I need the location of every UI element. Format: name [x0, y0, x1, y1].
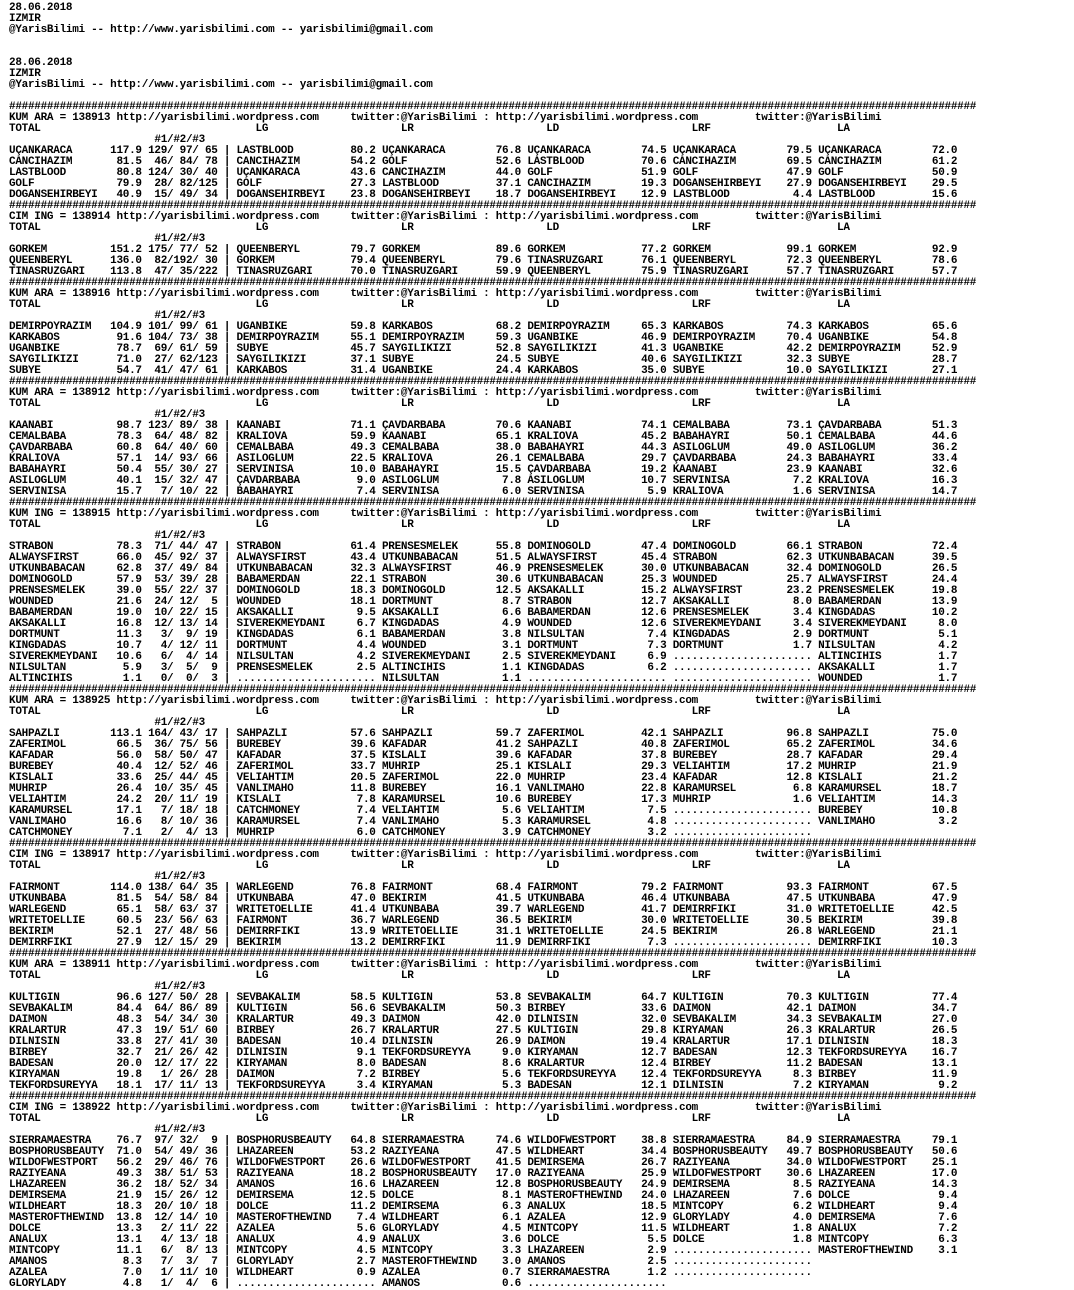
table-row: LASTBLOOD 80.8 124/ 30/ 40 | UÇANKARACA 43.6 CANCIHAZIM 44.0 GOLF 51.9 GOLF 47.9 GOLF 50.9	[9, 167, 958, 179]
column-subheader: #1/#2/#3	[9, 871, 205, 883]
table-row: AZALEA 7.0 1/ 11/ 10 | WILDHEART 0.9 AZALEA 0.7 SIERRAMAESTRA 1.2 ......................	[9, 1267, 812, 1279]
table-row: KAANABI 98.7 123/ 89/ 38 | KAANABI 71.1 ÇAVDARBABA 70.6 KAANABI 74.1 CEMALBABA 73.1 ÇAVDARBABA 51.3	[9, 420, 958, 432]
table-row: UÇANKARACA 117.9 129/ 97/ 65 | LASTBLOOD 80.2 UÇANKARACA 76.8 UÇANKARACA 74.5 UÇANKARACA 79.5 UÇANKARACA 72.0	[9, 145, 958, 157]
separator-line: #########################################################################################################################################################	[9, 200, 977, 212]
header-line: IZMIR	[9, 68, 41, 80]
table-row: SUBYE 54.7 41/ 47/ 61 | KARKABOS 31.4 UGANBIKE 24.4 KARKABOS 35.0 SUBYE 10.0 SAYGILIKIZI 27.1	[9, 365, 958, 377]
table-row: STRABON 78.3 71/ 44/ 47 | STRABON 61.4 PRENSESMELEK 55.8 DOMINOGOLD 47.4 DOMINOGOLD 66.1 STRABON 72.4	[9, 541, 958, 553]
table-row: VELIAHTIM 24.2 20/ 11/ 19 | KISLALI 7.8 KARAMURSEL 10.6 BUREBEY 17.3 MUHRIP 1.6 VELIAHTIM 14.3	[9, 794, 958, 806]
race-title: CIM ING = 138922 http://yarisbilimi.wordpress.com twitter:@YarisBilimi : http://yarisbilimi.wordpress.com twitter:@YarisBilimi	[9, 1102, 882, 1114]
table-row: UTKUNBABA 81.5 54/ 58/ 84 | UTKUNBABA 47.0 BEKIRIM 41.5 UTKUNBABA 46.4 UTKUNBABA 47.5 UTKUNBABA 47.9	[9, 893, 958, 905]
column-header: TOTAL LG LR LD LRF LA	[9, 222, 850, 234]
table-row: KINGDADAS 10.7 4/ 12/ 11 | DORTMUNT 4.4 WOUNDED 3.1 DORTMUNT 7.3 DORTMUNT 1.7 NILSULTAN 4.2	[9, 640, 958, 652]
table-row: KRALIOVA 57.1 14/ 93/ 66 | ASILOGLUM 22.5 KRALIOVA 26.1 CEMALBABA 29.7 ÇAVDARBABA 24.3 BABAHAYRI 33.4	[9, 453, 958, 465]
table-row: DEMIRPOYRAZIM 104.9 101/ 99/ 61 | UGANBIKE 59.8 KARKABOS 68.2 DEMIRPOYRAZIM 65.3 KARKABOS 74.3 KARKABOS 65.6	[9, 321, 958, 333]
separator-line: #########################################################################################################################################################	[9, 684, 977, 696]
table-row: BUREBEY 40.4 12/ 52/ 46 | ZAFERIMOL 33.7 MUHRIP 25.1 KISLALI 29.3 VELIAHTIM 17.2 MUHRIP 21.9	[9, 761, 958, 773]
separator-line: #########################################################################################################################################################	[9, 1091, 977, 1103]
column-header: TOTAL LG LR LD LRF LA	[9, 706, 850, 718]
separator-line: #########################################################################################################################################################	[9, 838, 977, 850]
blank-line	[9, 36, 1074, 47]
table-row: KRALARTUR 47.3 19/ 51/ 60 | BIRBEY 26.7 KRALARTUR 27.5 KULTIGIN 29.8 KIRYAMAN 26.3 KRALARTUR 26.5	[9, 1025, 958, 1037]
table-row: ASILOGLUM 40.1 15/ 32/ 47 | ÇAVDARBABA 9.0 ASILOGLUM 7.8 ASILOGLUM 10.7 SERVINISA 7.2 KRALIOVA 16.3	[9, 475, 958, 487]
column-subheader: #1/#2/#3	[9, 233, 205, 245]
table-row: KARKABOS 91.6 104/ 73/ 38 | DEMIRPOYRAZIM 55.1 DEMIRPOYRAZIM 59.3 UGANBIKE 46.9 DEMIRPOYRAZIM 70.4 UGANBIKE 54.8	[9, 332, 958, 344]
table-row: BABAMERDAN 19.0 10/ 22/ 15 | AKSAKALLI 9.5 AKSAKALLI 6.6 BABAMERDAN 12.6 PRENSESMELEK 3.4 KINGDADAS 10.2	[9, 607, 958, 619]
table-row: KARAMURSEL 17.1 7/ 18/ 18 | CATCHMONEY 7.4 VELIAHTIM 5.6 VELIAHTIM 7.5 ...................... BUREBEY 10.8	[9, 805, 958, 817]
table-row: WILDHEART 18.3 20/ 10/ 18 | DOLCE 11.2 DEMIRSEMA 6.3 ANALUX 18.5 MINTCOPY 6.2 WILDHEART 9.4	[9, 1201, 958, 1213]
column-header: TOTAL LG LR LD LRF LA	[9, 970, 850, 982]
blank-line	[9, 47, 1074, 58]
table-row: SAYGILIKIZI 71.0 27/ 62/123 | SAYGILIKIZI 37.1 SUBYE 24.5 SUBYE 40.6 SAYGILIKIZI 32.3 SUBYE 28.7	[9, 354, 958, 366]
header-line: @YarisBilimi -- http://www.yarisbilimi.com -- yarisbilimi@gmail.com	[9, 24, 433, 36]
race-title: CIM ING = 138917 http://yarisbilimi.wordpress.com twitter:@YarisBilimi : http://yarisbilimi.wordpress.com twitter:@YarisBilimi	[9, 849, 882, 861]
table-row: BADESAN 20.0 12/ 17/ 22 | KIRYAMAN 8.0 BADESAN 8.6 KRALARTUR 12.4 BIRBEY 11.2 BADESAN 13.1	[9, 1058, 958, 1070]
table-row: ZAFERIMOL 66.5 36/ 75/ 56 | BUREBEY 39.6 KAFADAR 41.2 SAHPAZLI 40.8 ZAFERIMOL 65.2 ZAFERIMOL 34.6	[9, 739, 958, 751]
table-row: NILSULTAN 5.9 3/ 5/ 9 | PRENSESMELEK 2.5 ALTINCIHIS 1.1 KINGDADAS 6.2 ...................... AKSAKALLI 1.7	[9, 662, 958, 674]
table-row: TEKFORDSUREYYA 18.1 17/ 11/ 13 | TEKFORDSUREYYA 3.4 KIRYAMAN 5.3 BADESAN 12.1 DILNISIN 7.2 KIRYAMAN 9.2	[9, 1080, 958, 1092]
table-row: CATCHMONEY 7.1 2/ 4/ 13 | MUHRIP 6.0 CATCHMONEY 3.9 CATCHMONEY 3.2 ......................	[9, 827, 812, 839]
table-row: MINTCOPY 11.1 6/ 8/ 13 | MINTCOPY 4.5 MINTCOPY 3.3 LHAZAREEN 2.9 ...................... MASTEROFTHEWIND 3.1	[9, 1245, 958, 1257]
race-title: KUM ARA = 138911 http://yarisbilimi.wordpress.com twitter:@YarisBilimi : http://yarisbilimi.wordpress.com twitter:@YarisBilimi	[9, 959, 882, 971]
race-title: KUM ARA = 138912 http://yarisbilimi.wordpress.com twitter:@YarisBilimi : http://yarisbilimi.wordpress.com twitter:@YarisBilimi	[9, 387, 882, 399]
table-row: DORTMUNT 11.3 3/ 9/ 19 | KINGDADAS 6.1 BABAMERDAN 3.8 NILSULTAN 7.4 KINGDADAS 2.9 DORTMUNT 5.1	[9, 629, 958, 641]
column-header: TOTAL LG LR LD LRF LA	[9, 519, 850, 531]
separator-line: #########################################################################################################################################################	[9, 277, 977, 289]
table-row: VANLIMAHO 16.6 8/ 10/ 36 | KARAMURSEL 7.4 VANLIMAHO 5.3 KARAMURSEL 4.8 ...................... VANLIMAHO 3.2	[9, 816, 958, 828]
table-row: BEKIRIM 52.1 27/ 48/ 56 | DEMIRRFIKI 13.9 WRITETOELLIE 31.1 WRITETOELLIE 24.5 BEKIRIM 26.8 WARLEGEND 21.1	[9, 926, 958, 938]
table-row: ÇAVDARBABA 60.8 64/ 40/ 60 | CEMALBABA 49.3 CEMALBABA 38.0 BABAHAYRI 44.3 ASILOGLUM 49.0 ASILOGLUM 36.2	[9, 442, 958, 454]
column-header: TOTAL LG LR LD LRF LA	[9, 299, 850, 311]
table-row: BABAHAYRI 50.4 55/ 30/ 27 | SERVINISA 10.0 BABAHAYRI 15.5 ÇAVDARBABA 19.2 KAANABI 23.9 KAANABI 32.6	[9, 464, 958, 476]
column-header: TOTAL LG LR LD LRF LA	[9, 398, 850, 410]
table-row: DEMIRRFIKI 27.9 12/ 15/ 29 | BEKIRIM 13.2 DEMIRRFIKI 11.9 DEMIRRFIKI 7.3 ...................... DEMIRRFIKI 10.3	[9, 937, 958, 949]
table-row: AKSAKALLI 16.8 12/ 13/ 14 | SIVEREKMEYDANI 6.7 KINGDADAS 4.9 WOUNDED 12.6 SIVEREKMEYDANI 3.4 SIVEREKMEYDANI 8.0	[9, 618, 958, 630]
table-row: GLORYLADY 4.8 1/ 4/ 6 | ...................... AMANOS 0.6 ......................	[9, 1278, 667, 1290]
column-header: TOTAL LG LR LD LRF LA	[9, 860, 850, 872]
column-subheader: #1/#2/#3	[9, 981, 205, 993]
table-row: KAFADAR 56.0 58/ 50/ 47 | KAFADAR 37.5 KISLALI 39.6 KAFADAR 37.8 BUREBEY 28.7 KAFADAR 29.4	[9, 750, 958, 762]
table-row: GOLF 79.9 28/ 82/125 | GOLF 27.3 LASTBLOOD 37.1 CANCIHAZIM 19.3 DOGANSEHIRBEYI 27.9 DOGANSEHIRBEYI 29.5	[9, 178, 958, 190]
header-line: 28.06.2018	[9, 2, 73, 14]
column-subheader: #1/#2/#3	[9, 530, 205, 542]
table-row: MASTEROFTHEWIND 13.8 12/ 14/ 10 | MASTEROFTHEWIND 7.4 WILDHEART 6.1 AZALEA 12.9 GLORYLADY 4.0 DEMIRSEMA 7.6	[9, 1212, 958, 1224]
table-row: DOMINOGOLD 57.9 53/ 39/ 28 | BABAMERDAN 22.1 STRABON 30.6 UTKUNBABACAN 25.3 WOUNDED 25.7 ALWAYSFIRST 24.4	[9, 574, 958, 586]
header-line: @YarisBilimi -- http://www.yarisbilimi.com -- yarisbilimi@gmail.com	[9, 79, 433, 91]
table-row: WRITETOELLIE 60.5 23/ 56/ 63 | FAIRMONT 36.7 WARLEGEND 36.5 BEKIRIM 30.0 WRITETOELLIE 30.5 BEKIRIM 39.8	[9, 915, 958, 927]
table-row: UGANBIKE 78.7 69/ 61/ 59 | SUBYE 45.7 SAYGILIKIZI 52.8 SAYGILIKIZI 41.3 UGANBIKE 42.2 DEMIRPOYRAZIM 52.9	[9, 343, 958, 355]
table-row: ALWAYSFIRST 66.0 45/ 92/ 37 | ALWAYSFIRST 43.4 UTKUNBABACAN 51.5 ALWAYSFIRST 45.4 STRABON 62.3 UTKUNBABACAN 39.5	[9, 552, 958, 564]
column-subheader: #1/#2/#3	[9, 409, 205, 421]
table-row: DAIMON 48.3 54/ 34/ 30 | KRALARTUR 49.3 DAIMON 42.0 DILNISIN 32.0 SEVBAKALIM 34.3 SEVBAKALIM 27.0	[9, 1014, 958, 1026]
table-row: DILNISIN 33.8 27/ 41/ 30 | BADESAN 10.4 DILNISIN 26.9 DAIMON 19.4 KRALARTUR 17.1 DILNISIN 18.3	[9, 1036, 958, 1048]
column-subheader: #1/#2/#3	[9, 134, 205, 146]
table-row: DOLCE 13.3 2/ 11/ 22 | AZALEA 5.6 GLORYLADY 4.5 MINTCOPY 11.5 WILDHEART 1.8 ANALUX 7.2	[9, 1223, 958, 1235]
column-header: TOTAL LG LR LD LRF LA	[9, 123, 850, 135]
table-row: UTKUNBABACAN 62.8 37/ 49/ 84 | UTKUNBABACAN 32.3 ALWAYSFIRST 46.9 PRENSESMELEK 30.0 UTKUNBABACAN 32.4 DOMINOGOLD 26.5	[9, 563, 958, 575]
table-row: AMANOS 8.3 7/ 3/ 7 | GLORYLADY 2.7 MASTEROFTHEWIND 3.0 AMANOS 2.5 ......................	[9, 1256, 812, 1268]
header-line: 28.06.2018	[9, 57, 73, 69]
table-row: QUEENBERYL 136.0 82/192/ 30 | GORKEM 79.4 QUEENBERYL 79.6 TINASRUZGARI 76.1 QUEENBERYL 72.3 QUEENBERYL 78.6	[9, 255, 958, 267]
table-row: WARLEGEND 65.1 58/ 63/ 37 | WRITETOELLIE 41.4 UTKUNBABA 39.7 WARLEGEND 41.7 DEMIRRFIKI 31.0 WRITETOELLIE 42.5	[9, 904, 958, 916]
table-row: MUHRIP 26.4 10/ 35/ 45 | VANLIMAHO 11.8 BUREBEY 16.1 VANLIMAHO 22.8 KARAMURSEL 6.8 KARAMURSEL 18.7	[9, 783, 958, 795]
separator-line: #########################################################################################################################################################	[9, 497, 977, 509]
table-row: BOSPHORUSBEAUTY 71.0 54/ 49/ 36 | LHAZAREEN 53.2 RAZIYEANA 47.5 WILDHEART 34.4 BOSPHORUSBEAUTY 49.7 BOSPHORUSBEAUTY 50.6	[9, 1146, 958, 1158]
table-row: CANCIHAZIM 81.5 46/ 84/ 78 | CANCIHAZIM 54.2 GOLF 52.6 LASTBLOOD 70.6 CANCIHAZIM 69.5 CANCIHAZIM 61.2	[9, 156, 958, 168]
separator-line: #########################################################################################################################################################	[9, 948, 977, 960]
table-row: PRENSESMELEK 39.0 55/ 22/ 37 | DOMINOGOLD 18.3 DOMINOGOLD 12.5 AKSAKALLI 15.2 ALWAYSFIRST 23.2 PRENSESMELEK 19.8	[9, 585, 958, 597]
table-row: SIERRAMAESTRA 76.7 97/ 32/ 9 | BOSPHORUSBEAUTY 64.8 SIERRAMAESTRA 74.6 WILDOFWESTPORT 38.8 SIERRAMAESTRA 84.9 SIERRAMAESTRA 79.1	[9, 1135, 958, 1147]
table-row: DOGANSEHIRBEYI 40.9 15/ 49/ 34 | DOGANSEHIRBEYI 23.8 DOGANSEHIRBEYI 18.7 DOGANSEHIRBEYI 12.9 LASTBLOOD 4.4 LASTBLOOD 15.6	[9, 189, 958, 201]
table-row: SERVINISA 15.7 7/ 10/ 22 | BABAHAYRI 7.4 SERVINISA 6.0 SERVINISA 5.9 KRALIOVA 1.6 SERVINISA 14.7	[9, 486, 958, 498]
column-subheader: #1/#2/#3	[9, 717, 205, 729]
table-row: BIRBEY 32.7 21/ 26/ 42 | DILNISIN 9.1 TEKFORDSUREYYA 9.0 KIRYAMAN 12.7 BADESAN 12.3 TEKFORDSUREYYA 16.7	[9, 1047, 958, 1059]
table-row: ALTINCIHIS 1.1 0/ 0/ 3 | ...................... NILSULTAN 1.1 ...................... ...................... WOUNDED 1.7	[9, 673, 958, 685]
table-row: ANALUX 13.1 4/ 13/ 18 | ANALUX 4.9 ANALUX 3.6 DOLCE 5.5 DOLCE 1.8 MINTCOPY 6.3	[9, 1234, 958, 1246]
column-subheader: #1/#2/#3	[9, 1124, 205, 1136]
table-row: TINASRUZGARI 113.8 47/ 35/222 | TINASRUZGARI 70.0 TINASRUZGARI 59.9 QUEENBERYL 75.9 TINASRUZGARI 57.7 TINASRUZGARI 57.7	[9, 266, 958, 278]
table-row: KISLALI 33.6 25/ 44/ 45 | VELIAHTIM 20.5 ZAFERIMOL 22.0 MUHRIP 23.4 KAFADAR 12.8 KISLALI 21.2	[9, 772, 958, 784]
column-subheader: #1/#2/#3	[9, 310, 205, 322]
separator-line: #########################################################################################################################################################	[9, 376, 977, 388]
table-row: KIRYAMAN 19.8 1/ 26/ 28 | DAIMON 7.2 BIRBEY 5.6 TEKFORDSUREYYA 12.4 TEKFORDSUREYYA 8.3 BIRBEY 11.9	[9, 1069, 958, 1081]
race-title: CIM ING = 138914 http://yarisbilimi.wordpress.com twitter:@YarisBilimi : http://yarisbilimi.wordpress.com twitter:@YarisBilimi	[9, 211, 882, 223]
race-title: KUM ING = 138915 http://yarisbilimi.wordpress.com twitter:@YarisBilimi : http://yarisbilimi.wordpress.com twitter:@YarisBilimi	[9, 508, 882, 520]
table-row: SEVBAKALIM 84.4 64/ 86/ 89 | KULTIGIN 56.6 SEVBAKALIM 50.3 BIRBEY 33.6 DAIMON 42.1 DAIMON 34.7	[9, 1003, 958, 1015]
table-row: WILDOFWESTPORT 56.2 29/ 46/ 76 | WILDOFWESTPORT 26.6 WILDOFWESTPORT 41.5 DEMIRSEMA 26.7 RAZIYEANA 34.0 WILDOFWESTPORT 25.1	[9, 1157, 958, 1169]
race-title: KUM ARA = 138913 http://yarisbilimi.wordpress.com twitter:@YarisBilimi : http://yarisbilimi.wordpress.com twitter:@YarisBilimi	[9, 112, 882, 124]
table-row: RAZIYEANA 49.3 38/ 51/ 53 | RAZIYEANA 18.2 BOSPHORUSBEAUTY 17.0 RAZIYEANA 25.9 WILDOFWESTPORT 30.6 LHAZAREEN 17.0	[9, 1168, 958, 1180]
separator-line: #########################################################################################################################################################	[9, 101, 977, 113]
column-header: TOTAL LG LR LD LRF LA	[9, 1113, 850, 1125]
table-row: LHAZAREEN 36.2 18/ 52/ 34 | AMANOS 16.6 LHAZAREEN 12.8 BOSPHORUSBEAUTY 24.9 DEMIRSEMA 8.5 RAZIYEANA 14.3	[9, 1179, 958, 1191]
race-title: KUM ARA = 138916 http://yarisbilimi.wordpress.com twitter:@YarisBilimi : http://yarisbilimi.wordpress.com twitter:@YarisBilimi	[9, 288, 882, 300]
table-row: DEMIRSEMA 21.9 15/ 26/ 12 | DEMIRSEMA 12.5 DOLCE 8.1 MASTEROFTHEWIND 24.0 LHAZAREEN 7.6 DOLCE 9.4	[9, 1190, 958, 1202]
table-row: FAIRMONT 114.0 138/ 64/ 35 | WARLEGEND 76.8 FAIRMONT 68.4 FAIRMONT 79.2 FAIRMONT 93.3 FAIRMONT 67.5	[9, 882, 958, 894]
header-line: IZMIR	[9, 13, 41, 25]
race-title: KUM ARA = 138925 http://yarisbilimi.wordpress.com twitter:@YarisBilimi : http://yarisbilimi.wordpress.com twitter:@YarisBilimi	[9, 695, 882, 707]
table-row: SAHPAZLI 113.1 164/ 43/ 17 | SAHPAZLI 57.6 SAHPAZLI 59.7 ZAFERIMOL 42.1 SAHPAZLI 96.8 SAHPAZLI 75.0	[9, 728, 958, 740]
table-row: GORKEM 151.2 175/ 77/ 52 | QUEENBERYL 79.7 GORKEM 89.6 GORKEM 77.2 GORKEM 99.1 GORKEM 92.9	[9, 244, 958, 256]
table-row: KULTIGIN 96.6 127/ 50/ 28 | SEVBAKALIM 58.5 KULTIGIN 53.8 SEVBAKALIM 64.7 KULTIGIN 70.3 KULTIGIN 77.4	[9, 992, 958, 1004]
table-row: SIVEREKMEYDANI 10.6 6/ 4/ 14 | NILSULTAN 4.2 SIVEREKMEYDANI 2.5 SIVEREKMEYDANI 6.9 ...................... ALTINCIHIS 1.7	[9, 651, 958, 663]
table-row: CEMALBABA 78.3 64/ 48/ 82 | KRALIOVA 59.9 KAANABI 65.1 KRALIOVA 45.2 BABAHAYRI 50.1 CEMALBABA 44.6	[9, 431, 958, 443]
table-row: WOUNDED 21.6 24/ 12/ 5 | WOUNDED 18.1 DORTMUNT 8.7 STRABON 12.7 AKSAKALLI 8.0 BABAMERDAN 13.9	[9, 596, 958, 608]
